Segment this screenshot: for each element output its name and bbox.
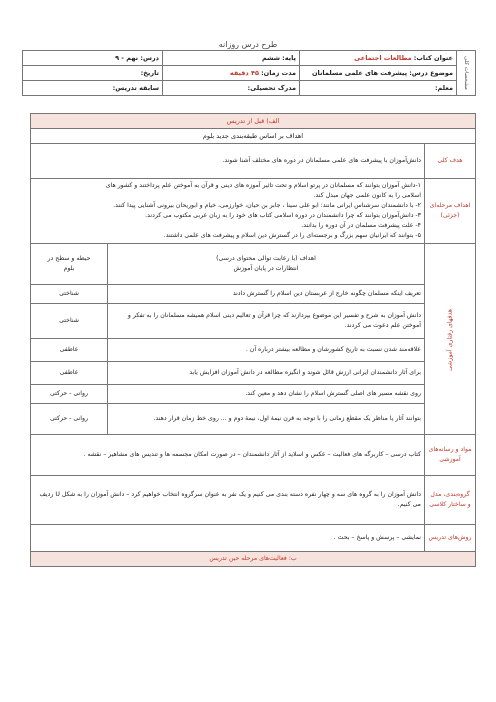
grouping-text: دانش آموزان را به گروه های سه و چهار نفره دسته بندی می کنیم و یک نفر به عنوان سرگروه انتخاب خواهیم کرد – دانش آموزان را به شکل U ردیف می کنیم.	[31, 476, 425, 525]
behavior-row-bloom: شناختی	[31, 304, 108, 339]
degree-cell: مدرک تحصیلی:	[163, 81, 300, 96]
partial-goal-item: ۱-دانش آموزان بتوانند که مسلمانان در پرتو اسلام و تحت تاثیر آموزه های دینی و قرآن به آموختن علم پرداختند و کشور های	[105, 182, 421, 189]
duration-cell: مدت زمان: ۴۵ دقیقه	[163, 66, 300, 81]
bloom-header: حیطه و سطح در بلوم	[31, 244, 108, 285]
general-goal-text: دانش‌آموزان با پیشرفت های علمی مسلمانان در دوره های مختلف آشنا شوند.	[31, 144, 425, 179]
book-cell: عنوان کتاب: مطالعات اجتماعی	[300, 51, 457, 66]
behavior-row-bloom: شناختی	[31, 285, 108, 304]
partial-goal-item: ۲- با دانشمندان سرشناس ایرانی مانند: ابو علی سینا ، جابر بن حیان، خوارزمی، خیام و ابوریحان بیرونی آشنایی پیدا کنند.	[113, 202, 421, 209]
behavior-row-text: روی نقشه مسیر های اصلی گسترش اسلام را نشان دهد و معین کند.	[108, 385, 425, 404]
partial-goal-item: اسلامی را به کانون علمی جهان مبدل کند.	[313, 192, 421, 199]
book-value: مطالعات اجتماعی	[354, 54, 412, 62]
behavior-row-bloom: روانی - حرکتی	[31, 404, 108, 435]
materials-label: مواد و رسانه‌های آموزشی	[425, 435, 476, 476]
behavior-row-text: برای آثار دانشمندان ایرانی ارزش قائل شوند و انگیزه مطالعه در دانش آموزان افزایش یابد	[108, 362, 425, 385]
bloom-title: اهداف بر اساس طبقه‌بندی جدید بلوم	[31, 129, 476, 144]
general-goal-label: هدف کلی	[425, 144, 476, 179]
behavior-row-text: بتوانند آثار یا مناظر یک مقطع زمانی را با توجه به قرن نیمهٔ اول، نیمهٔ دوم و ... روی خط زمان قرار دهند.	[108, 404, 425, 435]
behavior-row-text: علاقه‌مند شدن نسبت به تاریخ کشورشان و مطالعه بیشتر درباره آن .	[108, 339, 425, 362]
partial-goals-label: اهداف مرحله‌ای (جزئی)	[425, 179, 476, 244]
header-table	[22, 50, 476, 96]
grouping-label: گروه‌بندی، مدل و ساختار کلاسی	[425, 476, 476, 525]
experience-cell: سابقه تدریس:	[23, 81, 163, 96]
partial-goal-item: ۴- علت پیشرفت مسلمان در آن دوره را بدانند.	[301, 222, 421, 229]
materials-text: کتاب درسی – کاربرگه های فعالیت – عکس و اسلاید از آثار دانشمندان – در صورت امکان مجسمه ها و تندیس های مشاهیر – نقشه .	[31, 435, 425, 476]
behavior-row-bloom: روانی - حرکتی	[31, 385, 108, 404]
date-cell: تاریخ:	[23, 66, 163, 81]
methods-text: نمایشی – پرسش و پاسخ – بحث .	[31, 525, 425, 552]
behavior-row-bloom: عاطفی	[31, 362, 108, 385]
expected-header: اهداف (با رعایت توالی محتوای درسی) انتظارات در پایان آموزش	[108, 244, 425, 285]
grade-value: ششم	[261, 54, 281, 62]
duration-value: ۴۵ دقیقه	[229, 69, 259, 77]
partial-goal-item: ۵- بتوانند که ایرانیان سهم بزرگ و برجسته‌ای را در گسترش دین اسلام و پیشرفت های علمی داشتند.	[163, 232, 421, 239]
behavioral-goals-label: هدفهای رفتاری آموزشی	[425, 244, 476, 435]
partial-goals-list	[31, 179, 425, 244]
methods-label: روش‌های تدریس	[425, 525, 476, 552]
behavior-row-bloom: عاطفی	[31, 339, 108, 362]
behavior-row-text: تعریف اینکه مسلمان چگونه خارج از عربستان دین اسلام را گسترش دادند	[108, 285, 425, 304]
section-during-teaching: ب: فعالیت‌های مرحله حین تدریس	[31, 552, 476, 567]
teacher-cell: معلم:	[300, 81, 457, 96]
document-title: طرح درس روزانه	[218, 40, 278, 49]
lesson-plan-table	[30, 113, 476, 567]
topic-value: پیشرفت های علمی مسلمانان	[311, 69, 408, 77]
topic-cell: موضوع درس: پیشرفت های علمی مسلمانان	[300, 66, 457, 81]
partial-goal-item: ۳- دانش‌آموزان بتوانند که چرا دانشمندان در دوره اسلامی کتاب های خود را به زبان عربی مکتوب می کردند.	[145, 212, 421, 219]
section-before-teaching: الف) قبل از تدریس	[31, 114, 476, 129]
general-info-label: مشخصات کلی	[457, 51, 476, 96]
lesson-cell: درس: نهم - ۹	[23, 51, 163, 66]
grade-cell: پایه: ششم	[163, 51, 300, 66]
behavior-row-text: دانش آموزان به شرح و تفسیر این موضوع بپردازند که چرا قرآن و تعالیم دینی اسلام همیشه مسلمانان را به تفکر و آموختن علم دعوت می کردند.	[108, 304, 425, 339]
